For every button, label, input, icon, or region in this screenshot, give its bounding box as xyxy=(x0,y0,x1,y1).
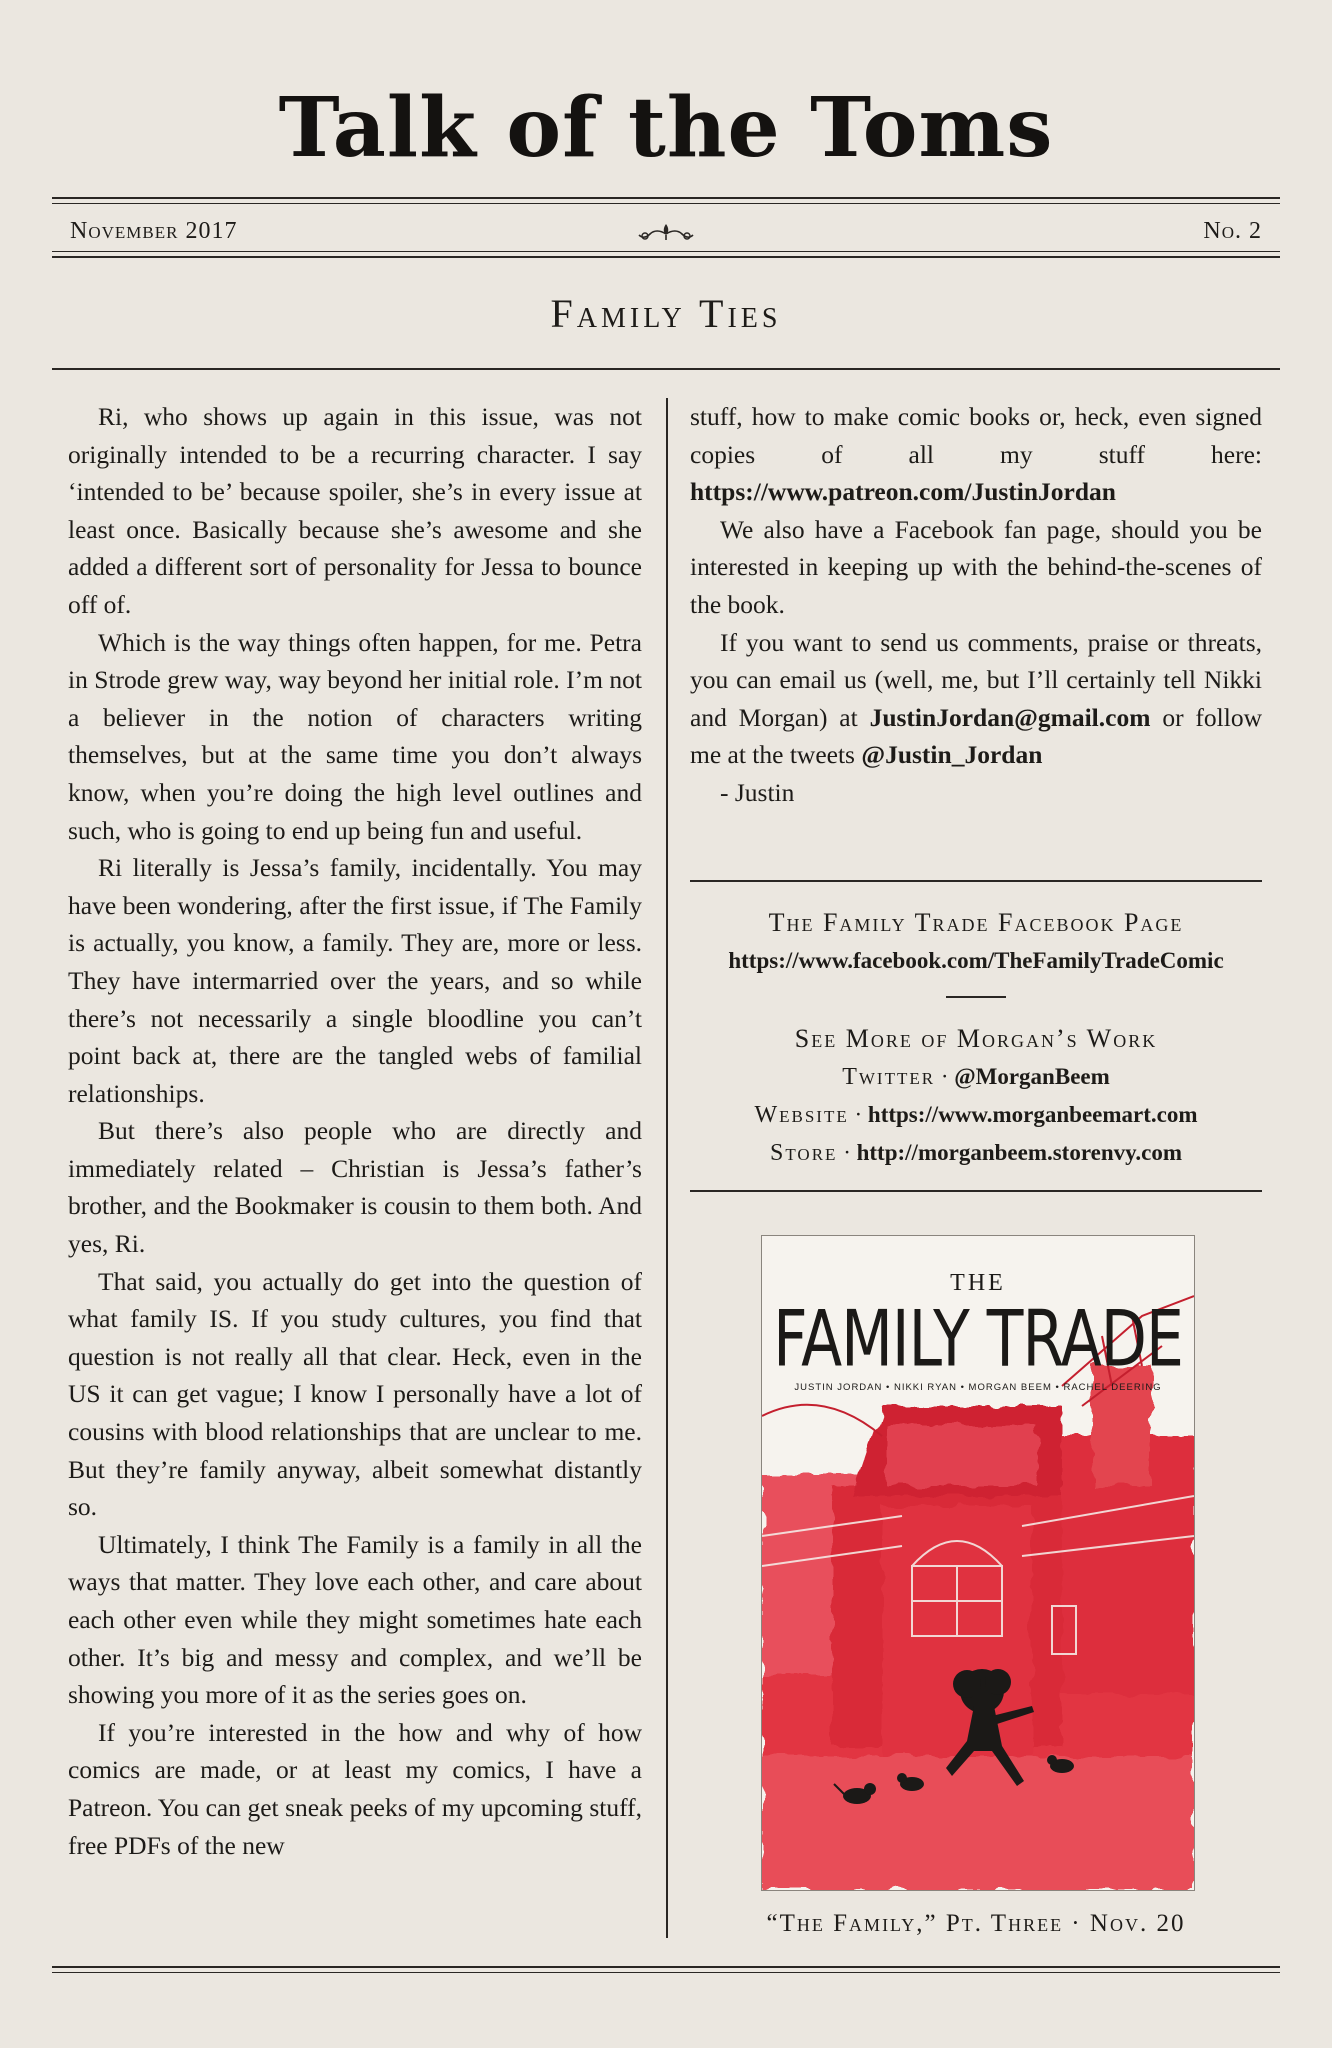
rule-bottom-1 xyxy=(52,1966,1280,1968)
cover-title: FAMILY TRADE xyxy=(773,1294,1183,1385)
twitter-label: Twitter xyxy=(842,1064,936,1090)
paragraph: But there’s also people who are directly and immediately related – Christian is Jessa’s father’s brother, and the Bookmaker is cousin to them both. And yes, Ri. xyxy=(68,1116,642,1259)
website-link[interactable]: https://www.morganbeemart.com xyxy=(867,1102,1198,1127)
paragraph-text: or follow me at the tweets xyxy=(690,702,1262,770)
column-divider xyxy=(666,398,668,1938)
dateline xyxy=(70,218,1262,248)
store-label: Store xyxy=(770,1140,838,1166)
website-label: Website xyxy=(754,1102,849,1128)
facebook-url-link[interactable]: https://www.facebook.com/TheFamilyTradeComic xyxy=(728,948,1224,973)
rule-top-1 xyxy=(52,197,1280,199)
facebook-section-title: The Family Trade Facebook Page xyxy=(768,908,1184,937)
separator: · xyxy=(848,1102,868,1127)
issue-number: No. 2 xyxy=(1203,218,1262,244)
paragraph: Which is the way things often happen, for me. Petra in Strode grew way, way beyond her initial role. I’m not a believer in the notion of characters writing themselves, but at the same time you don’t always know, when you’re doing the high level outlines and such, who is going to end up being fun and useful. xyxy=(68,627,642,845)
patreon-link[interactable]: https://www.patreon.com/JustinJordan xyxy=(690,477,1116,507)
masthead-title: Talk of the Toms xyxy=(278,80,1054,176)
paragraph: Ultimately, I think The Family is a family in all the ways that matter. They love each other, and care about each other even while they might sometimes hate each other. It’s big and messy and complex, and we’ll be showing you more of it as the series goes on. xyxy=(68,1529,642,1710)
email-link[interactable]: JustinJordan@gmail.com xyxy=(869,702,1151,732)
cover-caption: “The Family,” Pt. Three · Nov. 20 xyxy=(766,1910,1186,1937)
small-divider xyxy=(946,996,1006,998)
article-headline: Family Ties xyxy=(550,291,782,336)
morgan-work-title: See More of Morgan’s Work xyxy=(794,1024,1158,1053)
twitter-handle-link[interactable]: @Justin_Jordan xyxy=(861,740,1043,770)
separator: · xyxy=(837,1140,857,1165)
paragraph: Ri literally is Jessa’s family, incidentally. You may have been wondering, after the first issue, if The Family is actually, you know, a family. They are, more or less. They have intermarried over the years, and so while there’s not necessarily a single bloodline you can’t point back at, there are the tangled webs of familial relationships. xyxy=(68,853,642,1108)
cover-title-the: THE xyxy=(950,1270,1006,1296)
store-line xyxy=(690,1140,1262,1167)
comic-cover-image xyxy=(761,1235,1195,1891)
rule-under-headline xyxy=(52,368,1280,370)
rule-mid-1 xyxy=(52,251,1280,252)
sidebar-rule-1 xyxy=(690,880,1262,882)
paragraph: Ri, who shows up again in this issue, was not originally intended to be a recurring character. I say ‘intended to be’ because spoiler, she’s in every issue at least once. Basically because she’s awesome and she added a different sort of personality for Jessa to bounce off of. xyxy=(68,402,642,619)
signoff: - Justin xyxy=(720,777,795,807)
sidebar-rule-2 xyxy=(690,1190,1262,1192)
twitter-line xyxy=(690,1064,1262,1091)
rule-mid-2 xyxy=(52,256,1280,258)
paragraph: That said, you actually do get into the question of what family IS. If you study cultures, you find that question is not really all that clear. Heck, even in the US it can get vague; I know I personally have a lot of cousins with blood relationships that are unclear to me. But they’re family anyway, albeit somewhat distantly so. xyxy=(68,1266,642,1522)
article-column-left xyxy=(68,398,642,1864)
paragraph-continued xyxy=(690,398,1262,511)
paragraph-text: stuff, how to make comic books or, heck, even signed copies of all my stuff here: xyxy=(690,402,1262,469)
rule-top-2 xyxy=(52,203,1280,204)
store-link[interactable]: http://morganbeem.storenvy.com xyxy=(856,1140,1182,1165)
rule-bottom-2 xyxy=(52,1972,1280,1973)
paragraph xyxy=(690,624,1262,774)
website-line xyxy=(690,1102,1262,1129)
paragraph-text: If you want to send us comments, praise or threats, you can email us (well, me, but I’ll certainly tell Nikki and Morgan) at xyxy=(690,627,1262,732)
separator: · xyxy=(935,1064,955,1089)
fleuron-ornament-icon xyxy=(636,218,696,246)
cover-credits: JUSTIN JORDAN • NIKKI RYAN • MORGAN BEEM • RACHEL DEERING xyxy=(794,1382,1162,1393)
paragraph: We also have a Facebook fan page, should you be interested in keeping up with the behind-the-scenes of the book. xyxy=(690,514,1262,619)
issue-date: November 2017 xyxy=(70,218,238,244)
paragraph: If you’re interested in the how and why of how comics are made, or at least my comics, I have a Patreon. You can get sneak peeks of my upcoming stuff, free PDFs of the new xyxy=(68,1717,642,1860)
twitter-link[interactable]: @MorganBeem xyxy=(954,1064,1110,1089)
article-column-right xyxy=(690,398,1262,812)
